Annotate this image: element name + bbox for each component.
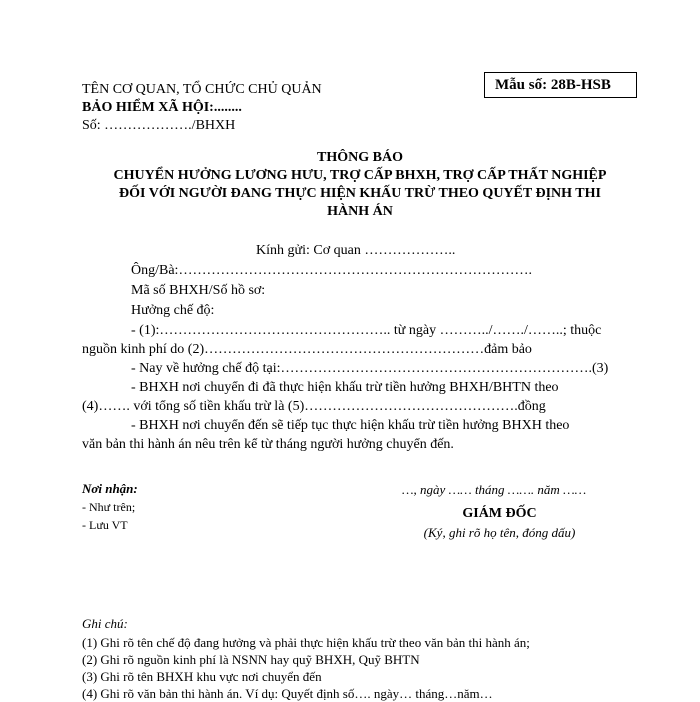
document-title: THÔNG BÁO	[317, 150, 403, 165]
note-item: (2) Ghi rõ nguồn kinh phí là NSNN hay quỹ BHXH, Quỹ BHTN	[82, 652, 420, 667]
form-number-box: Mẫu số: 28B-HSB	[484, 72, 637, 98]
agency-name: TÊN CƠ QUAN, TỔ CHỨC CHỦ QUẢN	[82, 82, 322, 97]
item1-line2: nguồn kinh phí do (2)……………………………………………………đảm bảo	[82, 342, 532, 357]
item3-line2: (4)……. với tổng số tiền khấu trừ là (5)……………………………………….đồng	[82, 399, 546, 414]
document-number: Số: ………………./BHXH	[82, 118, 236, 133]
item2-line: - Nay về hưởng chế độ tại:………………………………………………………….(3)	[131, 361, 609, 376]
date-line: …, ngày …… tháng ……. năm ……	[402, 482, 587, 497]
document-subtitle-line2: ĐỐI VỚI NGƯỜI ĐANG THỰC HIỆN KHẤU TRỪ THEO QUYẾT ĐỊNH THI	[119, 186, 601, 201]
recipient-item: - Lưu VT	[82, 518, 128, 532]
signer-title: GIÁM ĐỐC	[462, 506, 537, 521]
notes-label: Ghi chú:	[82, 616, 128, 631]
insurance-id-line: Mã số BHXH/Số hồ sơ:	[131, 283, 266, 298]
regime-label: Hưởng chế độ:	[131, 303, 215, 318]
item4-line2: văn bản thi hành án nêu trên kể từ tháng người hưởng chuyển đến.	[82, 437, 454, 452]
signer-note: (Ký, ghi rõ họ tên, đóng dấu)	[423, 525, 576, 540]
document-subtitle-line1: CHUYỂN HƯỞNG LƯƠNG HƯU, TRỢ CẤP BHXH, TRỢ CẤP THẤT NGHIỆP	[113, 168, 607, 183]
item1-line1: - (1):………………………………………….. từ ngày ………../……./……..; thuộc	[131, 323, 602, 338]
item3-line1: - BHXH nơi chuyển đi đã thực hiện khấu trừ tiền hưởng BHXH/BHTN theo	[131, 380, 559, 395]
note-item: (3) Ghi rõ tên BHXH khu vực nơi chuyển đến	[82, 669, 322, 684]
document-subtitle-line3: HÀNH ÁN	[327, 204, 393, 219]
recipient-item: - Như trên;	[82, 500, 136, 514]
social-insurance-office: BẢO HIỂM XÃ HỘI:........	[82, 100, 242, 115]
item4-line1: - BHXH nơi chuyển đến sẽ tiếp tục thực hiện khấu trừ tiền hưởng BHXH theo	[131, 418, 570, 433]
name-line: Ông/Bà:………………………………………………………………….	[131, 263, 532, 278]
recipients-label: Nơi nhận:	[82, 481, 138, 496]
recipient-line: Kính gửi: Cơ quan ………………..	[256, 243, 456, 258]
note-item: (1) Ghi rõ tên chế độ đang hưởng và phải thực hiện khấu trừ theo văn bản thi hành án;	[82, 635, 530, 650]
note-item: (4) Ghi rõ văn bản thi hành án. Ví dụ: Quyết định số…. ngày… tháng…năm…	[82, 686, 493, 701]
